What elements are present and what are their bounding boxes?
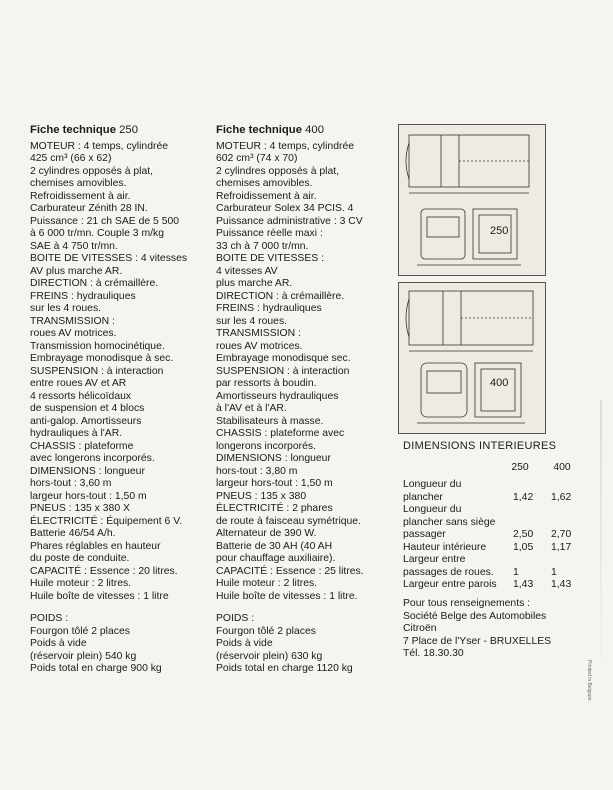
spec-400-weight-line: POIDS : — [216, 613, 255, 624]
spec-400-line: Puissance réelle maxi : — [216, 228, 323, 239]
spec-250-line: entre roues AV et AR — [30, 378, 127, 389]
interior-dimensions — [403, 440, 583, 592]
spec-400-line: Refroidissement à air. — [216, 190, 317, 202]
dimension-row — [403, 542, 583, 555]
spec-250-line: 4 ressorts hélicoïdaux — [30, 390, 132, 402]
spec-250-line: Phares réglables en hauteur — [30, 540, 161, 552]
contact-line: Pour tous renseignements : — [403, 598, 531, 609]
dimension-value-400: 1,17 — [551, 541, 572, 553]
printed-in-note: Printed in Belgium — [586, 660, 592, 701]
spec-400-weight-line: Poids total en charge 1120 kg — [216, 663, 353, 674]
spec-400-weight-line: (réservoir plein) 630 kg — [216, 650, 323, 662]
contact-line: Citroën — [403, 623, 437, 634]
dimension-value-250: 1,43 — [513, 579, 534, 590]
spec-250-line: chemises amovibles. — [30, 178, 127, 189]
spec-250-line: anti-galop. Amortisseurs — [30, 415, 142, 427]
dimension-value-250: 1,42 — [513, 491, 534, 503]
dimension-value-400: 1 — [551, 566, 557, 578]
spec-400-lines — [216, 141, 396, 604]
spec-400-line: sur les 4 roues. — [216, 315, 288, 327]
rear-view-outline-400 — [475, 363, 521, 417]
contact-line: 7 Place de l'Yser - BRUXELLES — [403, 635, 552, 647]
spec-250-line: hydrauliques à l'AR. — [30, 428, 123, 439]
spec-400-line: Alternateur de 390 W. — [216, 528, 317, 539]
interior-dimensions-title: DIMENSIONS INTERIEURES — [403, 440, 557, 452]
spec-250-line: DIRECTION : à crémaillère. — [30, 278, 159, 289]
spec-250-column — [30, 124, 210, 676]
spec-250-line: 2 cylindres opposés à plat, — [30, 165, 154, 177]
spec-400-line: hors-tout : 3,80 m — [216, 465, 298, 477]
spec-250-weight-line: (réservoir plein) 540 kg — [30, 650, 137, 662]
spec-250-line: FREINS : hydrauliques — [30, 290, 136, 302]
spec-250-line: MOTEUR : 4 temps, cylindrée — [30, 140, 169, 152]
col-header-250: 250 — [511, 461, 529, 473]
dimension-value-400: 1,43 — [551, 579, 572, 590]
spec-250-line: DIMENSIONS : longueur — [30, 465, 145, 477]
spec-250-line: de suspension et 4 blocs — [30, 403, 145, 414]
interior-dimensions-header — [403, 462, 583, 475]
spec-250-line: SAE à 4 750 tr/mn. — [30, 240, 118, 252]
spec-400-line: largeur hors-tout : 1,50 m — [216, 478, 333, 489]
drawing-250-svg — [399, 125, 545, 275]
dimension-label-line: plancher sans siège — [403, 516, 496, 528]
spec-400-line: CHASSIS : plateforme avec — [216, 428, 345, 439]
spec-250-line: 425 cm³ (66 x 62) — [30, 153, 112, 164]
dimension-row — [403, 554, 583, 579]
contact-block — [403, 598, 551, 661]
contact-line: Société Belge des Automobiles — [403, 610, 547, 622]
drawing-400 — [398, 282, 546, 434]
spec-250-line: TRANSMISSION : — [30, 315, 115, 327]
spec-400-line: chemises amovibles. — [216, 178, 313, 189]
drawing-250-label: 250 — [490, 225, 509, 237]
dimension-label — [403, 542, 507, 555]
spec-250-line: Transmission homocinétique. — [30, 340, 165, 352]
spec-400-line: BOITE DE VITESSES : — [216, 253, 324, 264]
plan-view-front — [406, 143, 409, 179]
col-header-400: 400 — [553, 461, 571, 473]
spec-400-line: longerons incorporés. — [216, 440, 316, 452]
dimension-label-line: Largeur entre parois — [403, 579, 497, 590]
spec-400-line: PNEUS : 135 x 380 — [216, 490, 307, 502]
spec-250-line: sur les 4 roues. — [30, 303, 102, 314]
spec-250-line: CAPACITÉ : Essence : 20 litres. — [30, 565, 178, 577]
spec-250-line: CHASSIS : plateforme — [30, 440, 134, 452]
dimension-label — [403, 579, 507, 592]
spec-400-line: CAPACITÉ : Essence : 25 litres. — [216, 565, 364, 577]
spec-400-line: 4 vitesses AV — [216, 265, 278, 277]
spec-250-line: largeur hors-tout : 1,50 m — [30, 490, 147, 502]
dimension-label-line: passager — [403, 529, 446, 540]
spec-400-line: SUSPENSION : à interaction — [216, 365, 350, 377]
spec-400-line: plus marche AR. — [216, 278, 293, 289]
spec-250-line: Batterie 46/54 A/h. — [30, 528, 116, 539]
spec-250-line: Huile boîte de vitesses : 1 litre — [30, 590, 169, 602]
dimension-label — [403, 554, 507, 579]
dimension-value-250: 1 — [513, 566, 519, 578]
spec-400-line: 602 cm³ (74 x 70) — [216, 153, 298, 164]
spec-400-line: DIRECTION : à crémaillère. — [216, 290, 345, 302]
dimension-label — [403, 504, 507, 542]
spec-250-weight-line: Poids total en charge 900 kg — [30, 663, 162, 674]
spec-400-line: FREINS : hydrauliques — [216, 303, 322, 314]
spec-400-line: par ressorts à boudin. — [216, 378, 317, 389]
interior-dimensions-rows — [403, 479, 583, 592]
dimension-row — [403, 504, 583, 542]
spec-250-line: BOITE DE VITESSES : 4 vitesses — [30, 253, 188, 264]
spec-400-line: 33 ch à 7 000 tr/mn. — [216, 240, 309, 252]
dimension-value-250: 1,05 — [513, 541, 534, 553]
spec-400-weights — [216, 613, 396, 676]
spec-250-heading: Fiche technique 250 — [30, 124, 138, 136]
spec-250-line: Huile moteur : 2 litres. — [30, 578, 132, 589]
spec-400-column — [216, 124, 396, 676]
spec-400-line: 2 cylindres opposés à plat, — [216, 165, 340, 177]
drawing-400-label: 400 — [490, 377, 509, 389]
dimension-value-250: 2,50 — [513, 529, 534, 540]
spec-400-line: TRANSMISSION : — [216, 328, 301, 339]
spec-250-line: avec longerons incorporés. — [30, 453, 155, 464]
spec-250-line: Puissance : 21 ch SAE de 5 500 — [30, 215, 180, 227]
spec-400-weight-line: Fourgon tôlé 2 places — [216, 625, 316, 637]
spec-400-line: Huile moteur : 2 litres. — [216, 578, 318, 589]
contact-line: Tél. 18.30.30 — [403, 648, 464, 659]
spec-250-weights — [30, 613, 210, 676]
spec-250-line: PNEUS : 135 x 380 X — [30, 503, 130, 514]
spec-250-lines — [30, 141, 210, 604]
dimension-value-400: 1,62 — [551, 491, 572, 503]
spec-250-line: hors-tout : 3,60 m — [30, 478, 112, 489]
spec-400-line: Batterie de 30 AH (40 AH — [216, 540, 333, 552]
spec-250-line: Refroidissement à air. — [30, 190, 131, 202]
spec-400-line: DIMENSIONS : longueur — [216, 453, 331, 464]
dimension-row — [403, 579, 583, 592]
spec-400-line: Huile boîte de vitesses : 1 litre. — [216, 590, 358, 602]
dimension-label-line: Longueur du — [403, 504, 462, 515]
spec-400-heading: Fiche technique 400 — [216, 124, 324, 136]
spec-400-line: de route à faisceau symétrique. — [216, 515, 361, 527]
spec-250-line: AV plus marche AR. — [30, 265, 123, 277]
drawing-400-svg — [399, 283, 545, 433]
drawing-250 — [398, 124, 546, 276]
spec-400-weight-line: Poids à vide — [216, 638, 273, 649]
spec-400-line: Stabilisateurs à masse. — [216, 415, 324, 427]
spec-400-line: Amortisseurs hydrauliques — [216, 390, 339, 402]
spec-250-line: Embrayage monodisque à sec. — [30, 353, 174, 364]
spec-400-line: ÉLECTRICITÉ : 2 phares — [216, 503, 333, 514]
page-edge-shadow — [600, 400, 602, 660]
spec-400-line: à l'AV et à l'AR. — [216, 403, 287, 414]
spec-250-line: à 6 000 tr/mn. Couple 3 m/kg — [30, 228, 164, 239]
spec-250-weight-line: POIDS : — [30, 613, 69, 624]
spec-400-line: Puissance administrative : 3 CV — [216, 215, 363, 227]
dimension-label-line: passages de roues. — [403, 566, 494, 578]
dimension-label-line: Largeur entre — [403, 554, 466, 565]
dimension-label-line: Hauteur intérieure — [403, 541, 487, 553]
spec-250-line: du poste de conduite. — [30, 553, 130, 564]
spec-250-weight-line: Fourgon tôlé 2 places — [30, 625, 130, 637]
spec-400-line: Embrayage monodisque sec. — [216, 353, 351, 364]
dimension-label-line: plancher — [403, 491, 443, 503]
spec-400-line: Carburateur Solex 34 PCIS. 4 — [216, 203, 354, 214]
dimension-label-line: Longueur du — [403, 479, 462, 490]
spec-400-line: pour chauffage auxiliaire). — [216, 553, 336, 564]
dimension-value-400: 2,70 — [551, 529, 572, 540]
dimension-label — [403, 479, 507, 504]
front-view-outline — [421, 209, 465, 259]
spec-400-line: roues AV motrices. — [216, 340, 303, 352]
spec-250-line: Carburateur Zénith 28 IN. — [30, 203, 148, 214]
spec-250-weight-line: Poids à vide — [30, 638, 87, 649]
spec-400-line: MOTEUR : 4 temps, cylindrée — [216, 140, 355, 152]
spec-250-line: roues AV motrices. — [30, 328, 117, 339]
spec-250-line: SUSPENSION : à interaction — [30, 365, 164, 377]
dimension-row — [403, 479, 583, 504]
spec-250-line: ÉLECTRICITÉ : Équipement 6 V. — [30, 515, 183, 527]
